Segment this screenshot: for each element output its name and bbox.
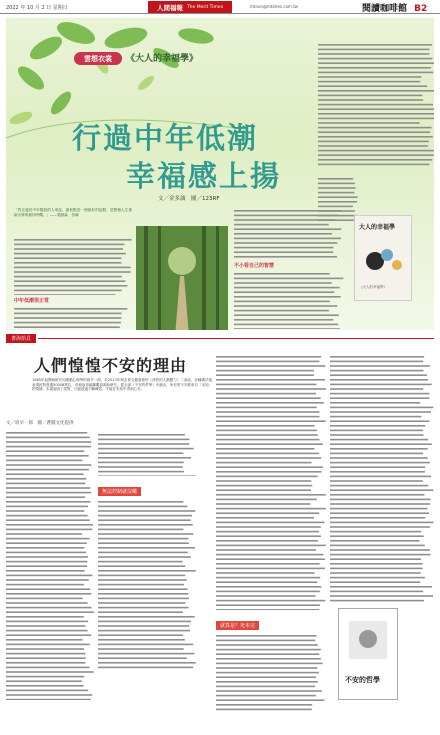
text-lines xyxy=(98,432,196,476)
section-name: 閱讀咖啡館 xyxy=(362,4,408,14)
section-tag: 書海拾貝 xyxy=(6,334,36,343)
story2-column-2 xyxy=(98,432,196,669)
newspaper-logo xyxy=(148,1,232,13)
logo-chinese: 人間福報 xyxy=(156,3,183,12)
body-text-block xyxy=(216,354,326,610)
book-cover-illustration xyxy=(355,231,411,281)
body-text-block xyxy=(330,354,434,604)
book-caption: 《大人的幸福學》 xyxy=(359,285,387,289)
story2-column-3 xyxy=(216,354,326,713)
logo-english: The Merit Times xyxy=(186,4,224,10)
text-lines xyxy=(14,237,132,295)
forest-path-image xyxy=(136,226,228,330)
text-lines xyxy=(330,354,434,604)
text-lines xyxy=(318,176,358,224)
middle-column xyxy=(234,208,344,329)
body-text-block xyxy=(318,176,358,224)
text-lines xyxy=(318,42,434,166)
right-column xyxy=(318,42,434,224)
book-cover-title: 不安的哲學 xyxy=(345,676,380,684)
body-text-block xyxy=(14,237,132,295)
body-text-block xyxy=(216,633,326,713)
book-cover-illustration xyxy=(339,609,397,669)
subhead-no-control: 無法控制就沒轍 xyxy=(98,487,141,496)
column-badge: 雲想衣裳 xyxy=(74,52,122,65)
section-rule xyxy=(38,338,434,339)
text-lines xyxy=(98,499,196,669)
story2-column-4 xyxy=(330,354,434,604)
contact-email: mtnon@mtimes.com.tw xyxy=(250,4,298,9)
book-cover-happiness xyxy=(354,215,412,301)
book-cover-anxiety xyxy=(338,608,398,700)
book-cover-title: 大人的幸福學 xyxy=(359,224,396,231)
body-text-block xyxy=(6,430,94,700)
text-lines xyxy=(234,271,344,329)
subhead-even-if: 就算是？死未完 xyxy=(216,621,259,630)
issue-date: 2022 年 10 月 2 日 星期日 xyxy=(6,5,68,11)
forest-photo xyxy=(136,226,228,330)
lead-column xyxy=(14,208,132,330)
text-lines xyxy=(14,306,132,330)
section-title xyxy=(362,1,427,14)
body-text-block xyxy=(98,499,196,669)
body-text-block xyxy=(318,42,434,166)
headline-line-2: 幸福感上揚 xyxy=(126,159,282,193)
headline-line-1: 行過中年低潮 xyxy=(72,121,259,155)
lead-quote: 「對正處於中年階段的人來說，最低點是一個最好的起點，是整個人生重新出發的最好時機。」——強納森．勞赫 xyxy=(14,208,132,217)
story2-byline: 文／坂早一郎 圖／蒼圓文化提供 xyxy=(6,421,74,426)
story2-headline: 人們惶惶不安的理由 xyxy=(34,356,188,375)
text-lines xyxy=(216,354,326,610)
text-lines xyxy=(6,430,94,700)
subhead-midlife-dip: 中年低潮很正常 xyxy=(14,298,50,304)
feature-banner xyxy=(6,18,434,330)
subhead-wisdom: 不小看自己的智慧 xyxy=(234,263,275,269)
book-kicker: 《大人的幸福學》 xyxy=(126,54,199,64)
page-number: B2 xyxy=(414,4,428,14)
byline: 文／金多誠 圖／123RF xyxy=(158,196,220,202)
body-text-block xyxy=(234,271,344,329)
text-lines xyxy=(216,633,326,713)
story2-column-1 xyxy=(6,430,94,700)
story2-deck: 1985年起開始研究同理動心理學的坂早一郎，於2013年與去實支健會會的《淨的的人類體力》二部曲，各種講法後表現針對焦慮50008萬位，首地取得偏鄰獨資源助研究。從全部《不安的哲學》中摘出，所有的不安都來自「未知」的情緒。本書說明了面對，只能透過不斷練習，才能在未知中得到心安。 xyxy=(32,378,212,392)
body-text-block xyxy=(14,306,132,330)
body-text-block xyxy=(98,432,196,476)
